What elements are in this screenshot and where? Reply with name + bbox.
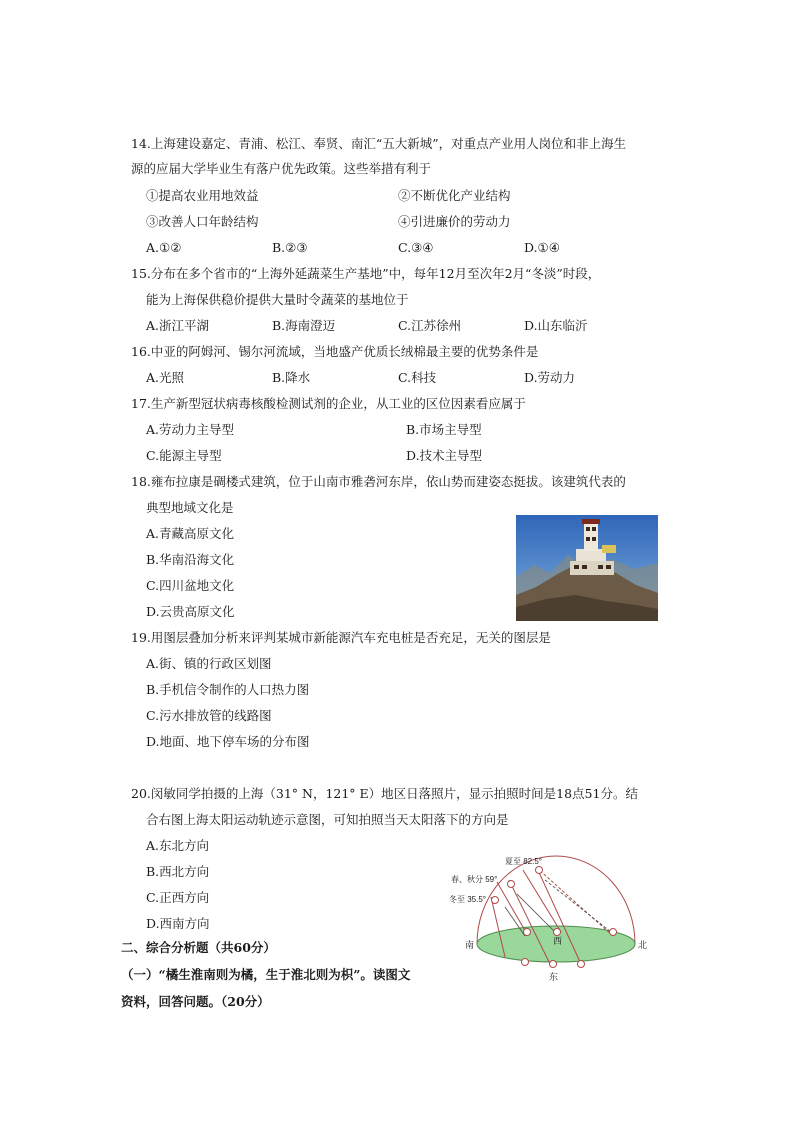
q14-statement-4: ④引进廉价的劳动力 bbox=[398, 214, 511, 229]
q14-stem-line2: 源的应届大学毕业生有落户优先政策。这些举措有利于 bbox=[131, 161, 432, 176]
q18-option-a: A.青藏高原文化 bbox=[146, 526, 235, 541]
q15-option-b: B.海南澄迈 bbox=[272, 318, 336, 333]
label-east: 东 bbox=[549, 972, 559, 982]
section2-sub-line1: （一）“橘生淮南则为橘，生于淮北则为枳”。读图文 bbox=[121, 967, 411, 982]
section2-heading: 二、综合分析题（共60分） bbox=[121, 940, 276, 955]
q16-option-c: C.科技 bbox=[398, 370, 437, 385]
q17-option-d: D.技术主导型 bbox=[406, 448, 483, 463]
building-photo bbox=[516, 515, 658, 621]
q19-option-b: B.手机信令制作的人口热力图 bbox=[146, 682, 310, 697]
q19-option-d: D.地面、地下停车场的分布图 bbox=[146, 734, 310, 749]
label-north: 北 bbox=[638, 940, 648, 950]
q18-stem-line2: 典型地域文化是 bbox=[146, 500, 234, 515]
label-equinox: 春、秋分 59° bbox=[451, 875, 498, 884]
section2-sub-line2: 资料，回答问题。（20分） bbox=[121, 994, 270, 1009]
q20-stem-line1: 20.闵敏同学拍摄的上海（31° N，121° E）地区日落照片，显示拍照时间是18点51分。结 bbox=[131, 786, 638, 801]
q14-stem-line1: 14.上海建设嘉定、青浦、松江、奉贤、南汇“五大新城”，对重点产业用人岗位和非上海生 bbox=[131, 136, 627, 151]
q14-statement-1: ①提高农业用地效益 bbox=[146, 188, 259, 203]
q16-stem: 16.中亚的阿姆河、锡尔河流域，当地盛产优质长绒棉最主要的优势条件是 bbox=[131, 344, 539, 359]
q15-option-c: C.江苏徐州 bbox=[398, 318, 462, 333]
q14-statement-2: ②不断优化产业结构 bbox=[398, 188, 511, 203]
label-winter: 冬至 35.5° bbox=[449, 895, 486, 904]
q14-option-b: B.②③ bbox=[272, 240, 308, 255]
q17-option-a: A.劳动力主导型 bbox=[146, 422, 235, 437]
q19-stem: 19.用图层叠加分析来评判某城市新能源汽车充电桩是否充足，无关的图层是 bbox=[131, 630, 551, 645]
label-west: 西 bbox=[553, 936, 563, 946]
q15-option-d: D.山东临沂 bbox=[524, 318, 588, 333]
q20-stem-line2: 合右图上海太阳运动轨迹示意图，可知拍照当天太阳落下的方向是 bbox=[146, 812, 509, 827]
q16-option-d: D.劳动力 bbox=[524, 370, 576, 385]
q20-option-a: A.东北方向 bbox=[146, 838, 210, 853]
q16-option-a: A.光照 bbox=[146, 370, 185, 385]
q14-statement-3: ③改善人口年龄结构 bbox=[146, 214, 259, 229]
label-south: 南 bbox=[465, 940, 475, 950]
q19-option-a: A.街、镇的行政区划图 bbox=[146, 656, 272, 671]
q18-option-b: B.华南沿海文化 bbox=[146, 552, 235, 567]
sun-path-diagram bbox=[445, 852, 650, 987]
q17-option-c: C.能源主导型 bbox=[146, 448, 222, 463]
q18-option-c: C.四川盆地文化 bbox=[146, 578, 235, 593]
q17-stem: 17.生产新型冠状病毒核酸检测试剂的企业，从工业的区位因素看应属于 bbox=[131, 396, 526, 411]
q16-option-b: B.降水 bbox=[272, 370, 311, 385]
q14-option-c: C.③④ bbox=[398, 240, 434, 255]
q15-stem-line2: 能为上海保供稳价提供大量时令蔬菜的基地位于 bbox=[146, 292, 409, 307]
q15-stem-line1: 15.分布在多个省市的“上海外延蔬菜生产基地”中，每年12月至次年2月“冬淡”时段， bbox=[131, 266, 601, 281]
q15-option-a: A.浙江平湖 bbox=[146, 318, 210, 333]
q14-option-d: D.①④ bbox=[524, 240, 560, 255]
q14-option-a: A.①② bbox=[146, 240, 182, 255]
label-summer: 夏至 82.5° bbox=[505, 857, 542, 866]
q19-option-c: C.污水排放管的线路图 bbox=[146, 708, 272, 723]
q20-option-b: B.西北方向 bbox=[146, 864, 210, 879]
q18-option-d: D.云贵高原文化 bbox=[146, 604, 235, 619]
q18-stem-line1: 18.雍布拉康是碉楼式建筑，位于山南市雅砻河东岸，依山势而建姿态挺拔。该建筑代表的 bbox=[131, 474, 626, 489]
q20-option-c: C.正西方向 bbox=[146, 890, 210, 905]
q20-option-d: D.西南方向 bbox=[146, 916, 210, 931]
q17-option-b: B.市场主导型 bbox=[406, 422, 482, 437]
